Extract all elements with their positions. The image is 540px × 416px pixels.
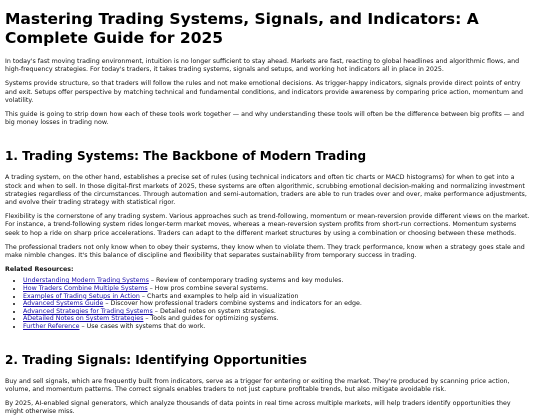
resource-description: – Tools and guides for optimizing systems. xyxy=(143,315,279,323)
resource-link[interactable]: Advanced Systems Guide xyxy=(23,300,104,308)
resource-description: – Charts and examples to help aid in visualization xyxy=(139,292,299,300)
page-title: Mastering Trading Systems, Signals, and Indicators: A Complete Guide for 2025 xyxy=(5,10,479,47)
section-heading-trading-signals: 2. Trading Signals: Identifying Opportunities xyxy=(5,352,307,367)
resource-link[interactable]: Advanced Strategies for Trading Systems xyxy=(23,307,153,315)
resource-link[interactable]: ADetailed Notes on System Strategies xyxy=(23,315,144,323)
list-item xyxy=(23,323,530,331)
resource-link[interactable]: How Traders Combine Multiple Systems xyxy=(23,285,148,293)
intro-paragraph: This guide is going to strip down how each of these tools work together — and why understanding these tools will often be the difference between big profits — and big money losses in trading now. xyxy=(5,111,524,127)
related-resources-title: Related Resources: xyxy=(5,266,74,274)
section-paragraph: Flexibility is the cornerstone of any trading system. Various approaches such as trend-following, momentum or mean-reversion provide different views on the market. For instance, a trend-following system rides longer-term market moves, whereas a mean-reversion system profits from short-run corrections. Momentum systems seek to hop a ride on sharp price accelerations. Traders can adapt to the different market structures by using a combination or choosing between these methods. xyxy=(5,213,530,237)
list-item xyxy=(23,277,530,285)
section-paragraph: The professional traders not only know when to obey their systems, they know when to violate them. They track performance, know when a strategy goes stale and make nimble changes. It's this balance of discipline and flexibility that separates sustainability from temporary success in trading. xyxy=(5,243,525,260)
resource-description: – Detailed notes on system strategies. xyxy=(152,307,276,315)
resource-description: – Use cases with systems that do work. xyxy=(79,323,206,331)
list-item xyxy=(23,285,530,293)
list-item xyxy=(23,315,530,323)
resource-description: – Discover how professional traders combine systems and indicators for an edge. xyxy=(103,300,362,308)
list-item xyxy=(23,308,530,316)
intro-paragraph: Systems provide structure, so that traders will follow the rules and not make emotional decisions. As trigger-happy indicators, signals provide direct points of entry and exit. Setups offer perspective by matching technical and fundamental conditions, and indicators provide awareness by comparing price action, momentum and volatility. xyxy=(5,80,524,104)
section-paragraph: By 2025, AI-enabled signal generators, which analyze thousands of data points in real time across multiple markets, will help traders identify opportunities they might otherwise miss. xyxy=(5,400,511,416)
resource-link[interactable]: Understanding Modern Trading Systems xyxy=(23,277,149,285)
list-item xyxy=(23,293,530,301)
list-item xyxy=(23,300,530,308)
section-heading-trading-systems: 1. Trading Systems: The Backbone of Modern Trading xyxy=(5,149,367,164)
resource-link[interactable]: Examples of Trading Setups in Action xyxy=(23,292,140,300)
related-resources-list xyxy=(5,277,530,330)
section-paragraph: Buy and sell signals, which are frequently built from indicators, serve as a trigger for entering or exiting the market. They're produced by scanning price action, volume, and momentum patterns. The correct signals enables traders to not just capture profitable trends, but also mitigate avoidable risk. xyxy=(5,377,510,393)
resource-description: – Review of contemporary trading systems and key modules. xyxy=(148,277,344,285)
resource-description: – How pros combine several systems. xyxy=(147,285,269,293)
resource-link[interactable]: Further Reference xyxy=(23,323,80,331)
section-paragraph: A trading system, on the other hand, establishes a precise set of rules (using technical indicators and often tic charts or MACD histograms) for when to get into a stock and when to sell. In those digital-first markets of 2025, these systems are often algorithmic, scrubbing emotional decision-making and normalizing investment strategies regardless of the circumstances. Through automation and semi-automation, traders are able to run trades over and over, make performance adjustments, and evolve their trading strategy with statistical rigor. xyxy=(5,174,527,207)
intro-paragraph: In today's fast moving trading environment, intuition is no longer sufficient to stay ahead. Markets are fast, reacting to global headlines and algorithmic flows, and high-frequency strategies. For today's traders, it takes trading systems, signals and setups, and working hot indicators all in place in 2025. xyxy=(5,58,520,74)
